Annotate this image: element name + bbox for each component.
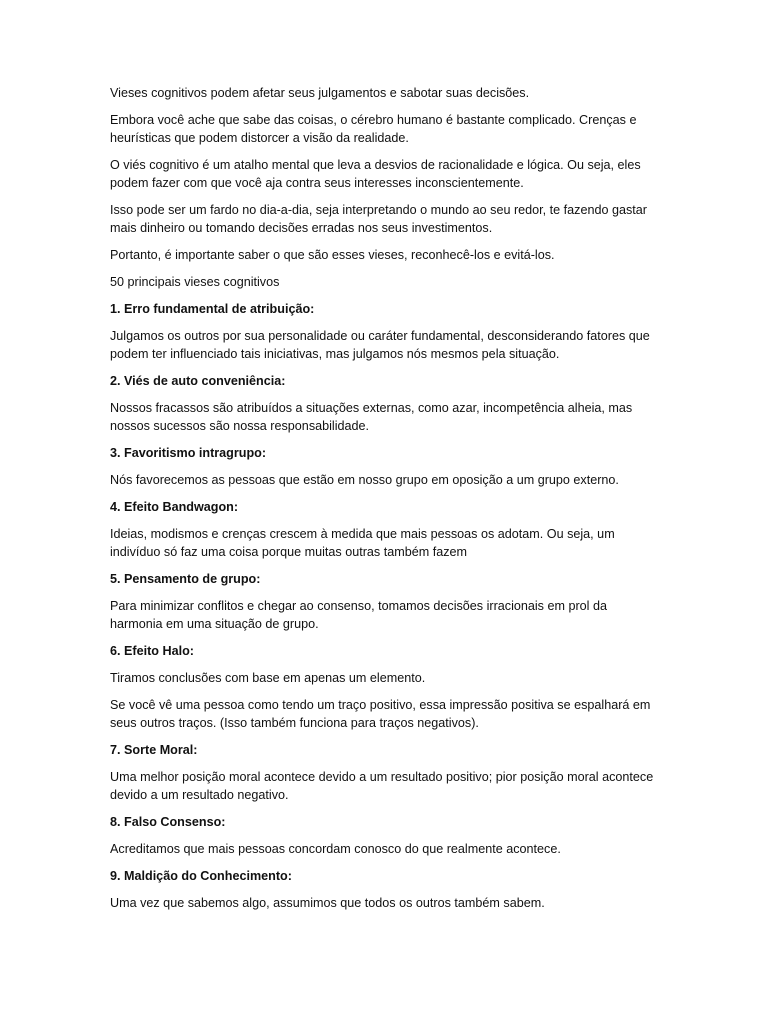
section-paragraph: Ideias, modismos e crenças crescem à medida que mais pessoas os adotam. Ou seja, um indivíduo só faz uma coisa porque muitas outras também fazem [110,527,615,559]
intro-paragraph: Isso pode ser um fardo no dia-a-dia, seja interpretando o mundo ao seu redor, te fazendo gastar mais dinheiro ou tomando decisões erradas nos seus investimentos. [110,203,647,235]
section-paragraph: Uma vez que sabemos algo, assumimos que todos os outros também sabem. [110,896,545,910]
section-heading: 8. Falso Consenso: [110,815,226,829]
section-paragraph: Uma melhor posição moral acontece devido a um resultado positivo; pior posição moral acontece devido a um resultado negativo. [110,770,654,802]
section-paragraph: Julgamos os outros por sua personalidade ou caráter fundamental, desconsiderando fatores que podem ter influenciado tais iniciativas, mas julgamos nós mesmos pela situação. [110,329,650,361]
section-heading: 6. Efeito Halo: [110,644,194,658]
document-body [110,84,660,921]
section-heading: 5. Pensamento de grupo: [110,572,261,586]
intro-paragraph: Embora você ache que sabe das coisas, o cérebro humano é bastante complicado. Crenças e heurísticas que podem distorcer a visão da realidade. [110,113,637,145]
section-heading: 1. Erro fundamental de atribuição: [110,302,315,316]
intro-paragraph: Portanto, é importante saber o que são esses vieses, reconhecê-los e evitá-los. [110,248,555,262]
intro-paragraph: Vieses cognitivos podem afetar seus julgamentos e sabotar suas decisões. [110,86,530,100]
list-intro: 50 principais vieses cognitivos [110,275,280,289]
section-paragraph: Nossos fracassos são atribuídos a situações externas, como azar, incompetência alheia, mas nossos sucessos são nossa responsabilidade. [110,401,633,433]
section-heading: 2. Viés de auto conveniência: [110,374,286,388]
section-paragraph: Acreditamos que mais pessoas concordam conosco do que realmente acontece. [110,842,561,856]
section-paragraph: Tiramos conclusões com base em apenas um elemento. [110,671,426,685]
section-heading: 4. Efeito Bandwagon: [110,500,239,514]
section-heading: 9. Maldição do Conhecimento: [110,869,292,883]
section-heading: 7. Sorte Moral: [110,743,198,757]
section-heading: 3. Favoritismo intragrupo: [110,446,267,460]
section-paragraph: Nós favorecemos as pessoas que estão em nosso grupo em oposição a um grupo externo. [110,473,619,487]
section-paragraph: Para minimizar conflitos e chegar ao consenso, tomamos decisões irracionais em prol da harmonia em uma situação de grupo. [110,599,607,631]
section-paragraph: Se você vê uma pessoa como tendo um traço positivo, essa impressão positiva se espalhará em seus outros traços. (Isso também funciona para traços negativos). [110,698,651,730]
intro-paragraph: O viés cognitivo é um atalho mental que leva a desvios de racionalidade e lógica. Ou seja, eles podem fazer com que você aja contra seus interesses inconscientemente. [110,158,641,190]
